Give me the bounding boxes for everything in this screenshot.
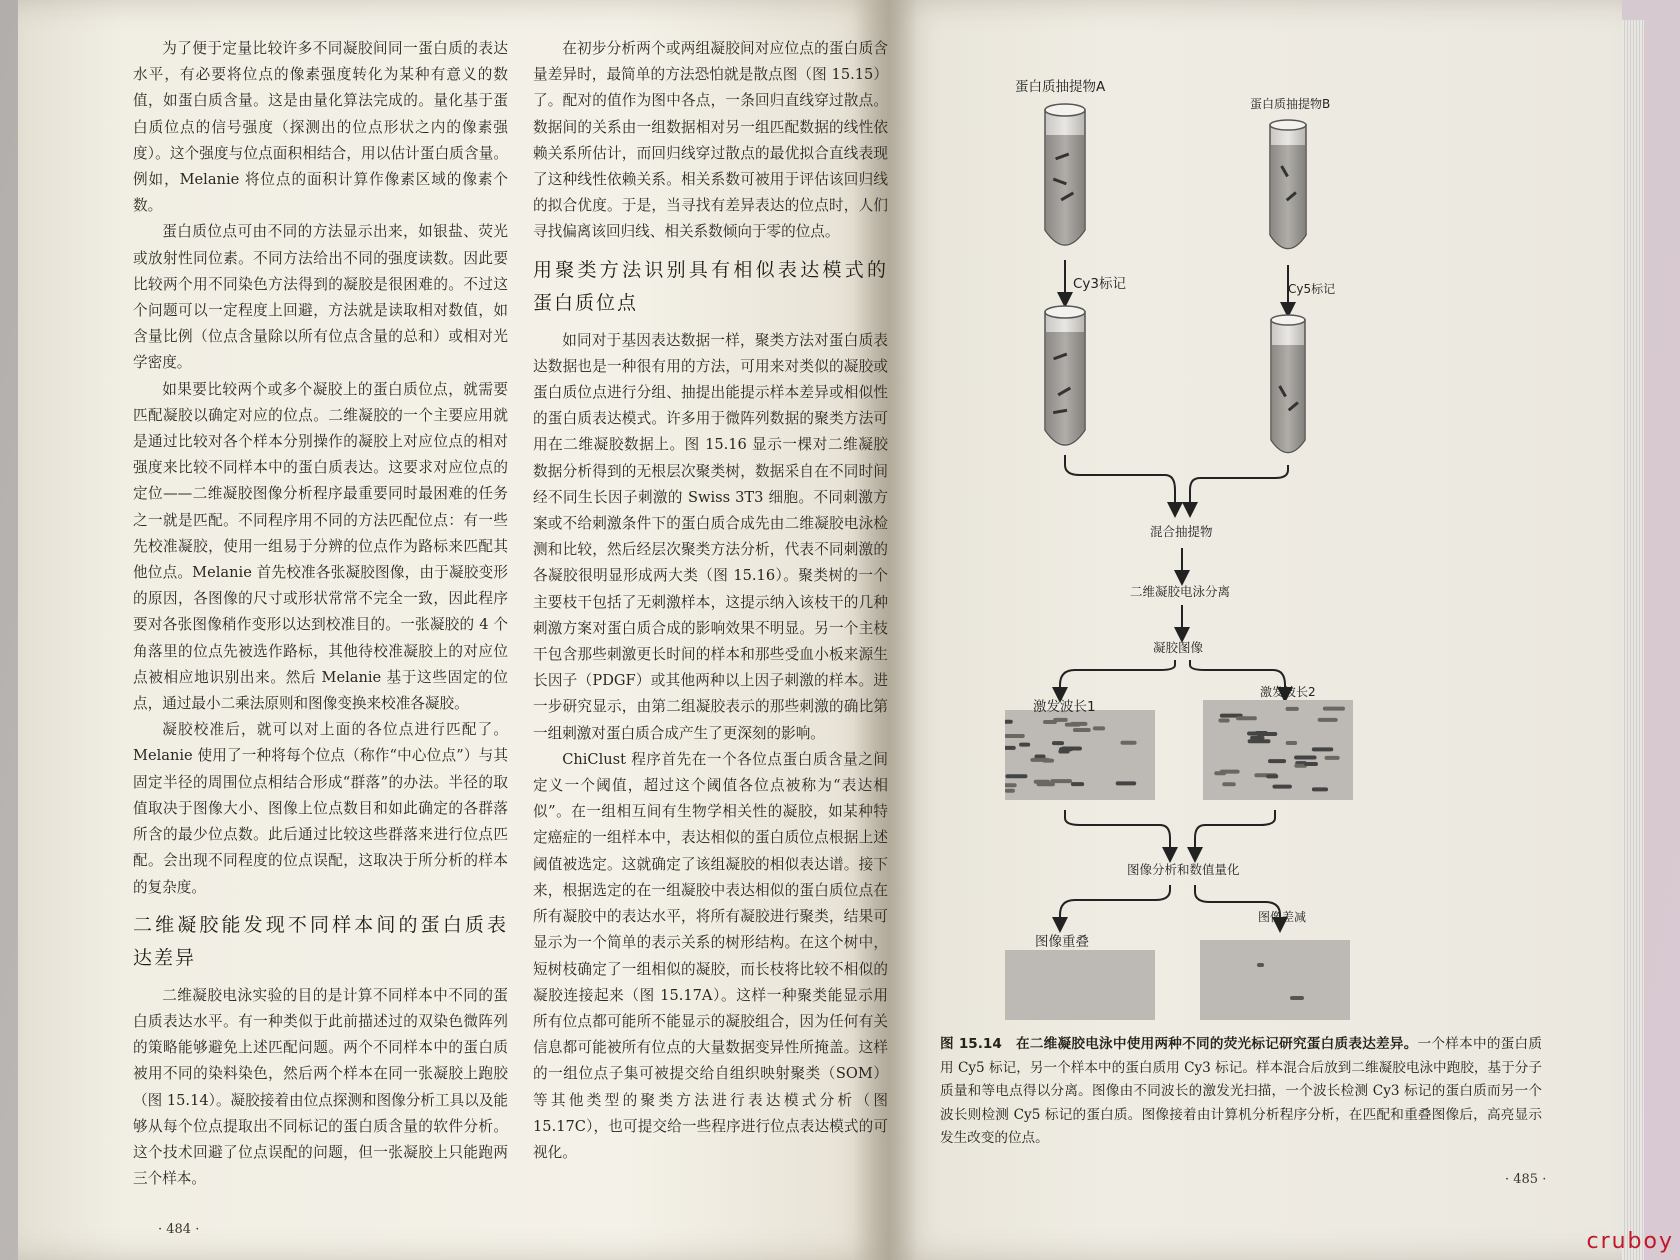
paragraph: 为了便于定量比较许多不同凝胶间同一蛋白质的表达水平，有必要将位点的像素强度转化为某种有意义的数值，如蛋白质含量。这是由量化算法完成的。量化基于蛋白质位点的信号强度（探测出的位点形状之内的像素强度）。这个强度与位点面积相结合，用以估计蛋白质含量。例如，Melanie 将位点的面积计算作像素区域的像素个数。 [133, 40, 508, 215]
tube-b-labeled-icon [1271, 315, 1305, 453]
overlay-gel-image [1005, 950, 1155, 1020]
extract-b-label: 蛋白质抽提物B [1250, 97, 1331, 111]
overlay-label: 图像重叠 [1035, 934, 1089, 950]
gel-band [1019, 743, 1030, 747]
gel-band [1058, 750, 1069, 754]
paragraph: ChiClust 程序首先在一个各位点蛋白质含量之间定义一个阈值，超过这个阈值各位点被称为“表达相似”。在一组相互间有生物学相关性的凝胶，如某种特定癌症的一组样本中，表达相似的蛋白质位点根据上述阈值被选定。这就确定了该组凝胶的相似表达谱。接下来，根据选定的在一组凝胶中表达相似的蛋白质位点在所有凝胶中的表达水平，将所有凝胶进行聚类，结果可显示为一个简单的表示关系的树形结构。在这个树中，短树枝确定了一组相似的凝胶，而长枝将比较不相似的凝胶连接起来（图 15.17A）。这样一种聚类能显示用所有位点都可能所不能显示的凝胶组合，因为任何有关信息都可能被所有位点的大量数据变异性所掩盖。这样的一组位点子集可被提交给自组织映射聚类（SOM）等其他类型的聚类方法进行表达模式分析（图 15.17C），也可提交给一些程序进行位点表达模式的可视化。 [533, 750, 888, 1161]
gel-band [1071, 782, 1084, 786]
gel-band [1005, 789, 1015, 793]
paragraph: 在初步分析两个或两组凝胶间对应位点的蛋白质含量差异时，最简单的方法恐怕就是散点图（图 15.15）了。配对的值作为图中各点，一条回归直线穿过散点。数据间的关系由一组数据相对另一组匹配数据的线性依赖关系所估计，而回归线穿过散点的最优拟合直线表现了这种线性依赖关系。相关系数可被用于评估该回归线的拟合优度。于是，当寻找有差异表达的位点时，人们寻找偏离该回归线、相关系数倾向于零的位点。 [533, 40, 888, 241]
gel-band [1304, 762, 1318, 766]
quant-label: 图像分析和数值量化 [1127, 862, 1240, 877]
paragraph: 如果要比较两个或多个凝胶上的蛋白质位点，就需要匹配凝胶以确定对应的位点。二维凝胶的一个主要应用就是通过比较对各个样本分别操作的凝胶上对应位点的相对强度来比较不同样本中的蛋白质表达。这要求对应位点的定位——二维凝胶图像分析程序最重要同时最困难的任务之一就是匹配。不同程序用不同的方法匹配位点：有一些先校准凝胶，使用一组易于分辨的位点作为路标来匹配其他位点。Melanie 首先校准各张凝胶图像，由于凝胶变形的原因，各图像的尺寸或形状常常不完全一致，因此程序要对各张图像稍作变形以达到校准目的。一张凝胶的 4 个角落里的位点先被选作路标，其他待校准凝胶上的对应位点被相应地识别出来。然后 Melanie 基于这些固定的位点，通过最小二乘法原则和图像变换来校准各凝胶。 [133, 380, 508, 713]
tube-a-icon [1045, 104, 1085, 245]
excite1-label: 激发波长1 [1033, 699, 1096, 715]
cy3-label: Cy3标记 [1073, 276, 1127, 292]
gel-band [1218, 719, 1229, 723]
left-column [133, 36, 508, 1192]
gel-band [1050, 779, 1072, 783]
left-page [18, 0, 888, 1260]
paragraph: 凝胶校准后，就可以对上面的各位点进行匹配了。Melanie 使用了一种将每个位点（称作“中心位点”）与其固定半径的周围位点相结合形成“群落”的办法。半径的取值取决于图像大小、图像上位点数目和如此确定的各群落所含的最少位点数。此后通过比较这些群落来进行位点匹配。会出现不同程度的位点误配，这取决于所分析的样本的复杂度。 [133, 721, 508, 896]
gel-band [1005, 783, 1017, 787]
gel-band [1043, 720, 1057, 724]
subtract-gel-image [1200, 940, 1350, 1020]
watermark: cruboy [1586, 1229, 1674, 1254]
gel-band [1236, 716, 1257, 720]
tube-a-labeled-icon [1045, 306, 1085, 445]
gel-band [1286, 741, 1297, 745]
workflow-diagram [1005, 70, 1485, 1020]
cy5-label: Cy5标记 [1288, 282, 1336, 296]
figure-15-14 [1005, 70, 1485, 1020]
mix-label: 混合抽提物 [1150, 524, 1213, 539]
gel-band [1325, 756, 1340, 760]
caption-title: 图 15.14 在二维凝胶电泳中使用两种不同的荧光标记研究蛋白质表达差异。 [940, 1036, 1418, 1052]
gel-band [1294, 756, 1316, 760]
gel-band [1005, 774, 1027, 778]
gel-band [1005, 746, 1016, 750]
figure-caption [940, 1033, 1542, 1151]
gel-band [1323, 707, 1345, 711]
paragraph: 如同对于基因表达数据一样，聚类方法对蛋白质表达数据也是一种很有用的方法，可用来对类似的凝胶或蛋白质位点进行分组、抽提出能提示样本差异或相似性的蛋白质表达模式。许多用于微阵列数据的聚类方法可用在二维凝胶数据上。图 15.16 显示一棵对二维凝胶数据分析得到的无根层次聚类树，数据采自在不同时间经不同生长因子刺激的 Swiss 3T3 细胞。不同刺激方案或不给刺激条件下的蛋白质合成先由二维凝胶电泳检测和比较，然后经层次聚类方法分析，代表不同刺激的各凝胶很明显形成两大类（图 15.16）。聚类树的一个主要枝干包括了无刺激样本，这提示纳入该枝干的几种刺激方案对蛋白质合成的影响效果不明显。另一个主枝干包含那些刺激更长时间的样本和那些受血小板来源生长因子（PDGF）或其他两种以上因子刺激的样本。进一步研究显示，由第二组凝胶表示的那些刺激的确比第一组刺激对蛋白质合成产生了更深刻的影响。 [533, 331, 888, 742]
gel-band [1286, 707, 1299, 711]
gel-band [1250, 736, 1264, 740]
gel-band [1312, 747, 1333, 751]
page-stack-edge [1622, 20, 1644, 1260]
tube-b-icon [1270, 120, 1306, 249]
paragraph: 蛋白质位点可由不同的方法显示出来，如银盐、荧光或放射性同位素。不同方法给出不同的强度读数。因此要比较两个用不同染色方法得到的凝胶是很困难的。不过这个问题可以一定程度上回避，方法就是读取相对数值，如含量比例（位点含量除以所有位点含量的总和）或相对光学密度。 [133, 223, 508, 372]
gel-band [1116, 781, 1136, 785]
gel-band [1255, 731, 1268, 735]
gel-band [1030, 758, 1049, 762]
caption-body: 一个样本中的蛋白质用 Cy5 标记，另一个样本中的蛋白质用 Cy3 标记。样本混合后放到二维凝胶电泳中跑胶，基于分子质量和等电点得以分离。图像由不同波长的激发光扫描，一个波长检测 Cy3 标记的蛋白质而另一个波长则检测 Cy5 标记的蛋白质。图像接着由计算机分析程序分析，在匹配和重叠图像后，高亮显示发生改变的位点。 [940, 1036, 1543, 1146]
gel-band [1214, 771, 1226, 775]
gel-image-label: 凝胶图像 [1153, 640, 1204, 655]
right-column [533, 36, 888, 1166]
gel-band [1005, 734, 1025, 738]
gel-band [1065, 723, 1081, 727]
gel-band [1073, 728, 1091, 732]
gel-band [1268, 759, 1286, 763]
page-number-right: · 485 · [1505, 1172, 1547, 1187]
gel-band [1222, 782, 1236, 786]
page-number-left: · 484 · [158, 1222, 200, 1237]
gel-band [1318, 718, 1338, 722]
paragraph: 二维凝胶电泳实验的目的是计算不同样本中不同的蛋白质表达水平。有一种类似于此前描述过的双染色微阵列的策略能够避免上述匹配问题。两个不同样本中的蛋白质被用不同的染料染色，然后两个样本在同一张凝胶上跑胶（图 15.14）。凝胶接着由位点探测和图像分析工具以及能够从每个位点提取出不同标记的蛋白质含量的软件分析。这个技术回避了位点误配的问题，但一张凝胶上只能跑两三个样本。 [133, 986, 508, 1188]
extract-a-label: 蛋白质抽提物A [1015, 79, 1106, 95]
section-heading: 二维凝胶能发现不同样本间的蛋白质表达差异 [133, 913, 508, 969]
separation-label: 二维凝胶电泳分离 [1130, 584, 1231, 599]
gel-band [1266, 774, 1278, 778]
section-heading: 用聚类方法识别具有相似表达模式的蛋白质位点 [533, 258, 888, 314]
gel-band [1120, 741, 1136, 745]
gel-band [1052, 741, 1064, 745]
gel-band [1312, 787, 1328, 791]
gel-band [1093, 726, 1105, 730]
gel-band [1005, 720, 1013, 724]
gel-band [1272, 785, 1291, 789]
excite2-label: 激发波长2 [1260, 685, 1316, 699]
subtract-label: 图像差减 [1258, 910, 1307, 924]
